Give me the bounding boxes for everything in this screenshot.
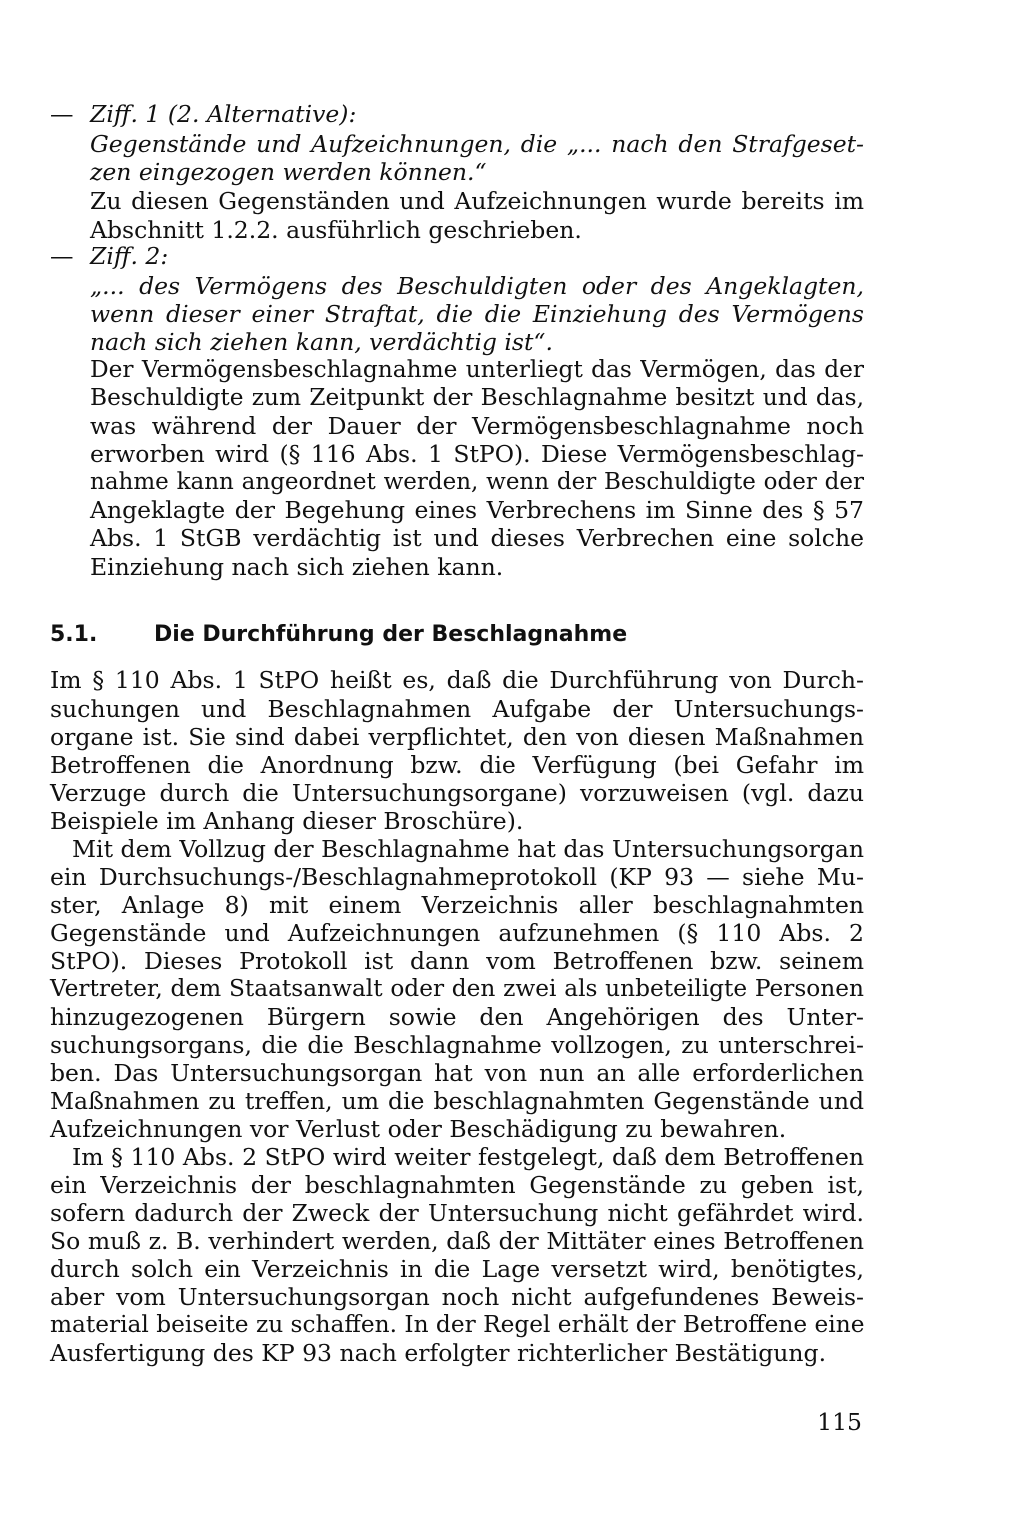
list-item-1-quote-line: zen eingezogen werden können.“	[90, 158, 487, 186]
paragraph-line: ein Durchsuchungs-/Beschlagnahmeprotokoll (KP 93 — siehe Mu-	[50, 863, 864, 891]
list-item-2-label: Ziff. 2:	[90, 242, 169, 270]
paragraph-line: Beispiele im Anhang dieser Broschüre).	[50, 807, 524, 835]
list-item-2-text-line: Der Vermögensbeschlagnahme unterliegt das Vermögen, das der	[90, 356, 864, 383]
paragraph-line: Vertreter, dem Staatsanwalt oder den zwei als unbeteiligte Personen	[50, 975, 864, 1002]
list-item-2-quote-line: nach sich ziehen kann, verdächtig ist“.	[90, 328, 553, 356]
section-title: Die Durchführung der Beschlagnahme	[154, 622, 628, 647]
list-item-2-text-line: Abs. 1 StGB verdächtig ist und dieses Verbrechen eine solche	[90, 524, 864, 552]
paragraph-line: sofern dadurch der Zweck der Untersuchung nicht gefährdet wird.	[50, 1199, 864, 1227]
list-item-2-quote-line: wenn dieser einer Straftat, die die Einziehung des Vermögens	[90, 300, 864, 328]
list-dash: —	[50, 100, 74, 128]
list-item-2-quote-line: „... des Vermögens des Beschuldigten oder des Angeklagten,	[90, 272, 864, 300]
paragraph-line: So muß z. B. verhindert werden, daß der Mittäter eines Betroffenen	[50, 1227, 864, 1255]
paragraph-line: Verzuge durch die Untersuchungsorgane) vorzuweisen (vgl. dazu	[50, 779, 864, 807]
list-item-2-text-line: erworben wird (§ 116 Abs. 1 StPO). Diese Vermögensbeschlag-	[90, 440, 864, 468]
paragraph-line: ben. Das Untersuchungsorgan hat von nun an alle erforderlichen	[50, 1059, 864, 1087]
paragraph-line: Maßnahmen zu treffen, um die beschlagnahmten Gegenstände und	[50, 1087, 864, 1115]
paragraph-line: material beiseite zu schaffen. In der Regel erhält der Betroffene eine	[50, 1311, 865, 1338]
paragraph-line: durch solch ein Verzeichnis in die Lage versetzt wird, benötigtes,	[50, 1255, 864, 1283]
paragraph-line: organe ist. Sie sind dabei verpflichtet, den von diesen Maßnahmen	[50, 723, 864, 751]
list-item-1-quote-line: Gegenstände und Aufzeichnungen, die „... nach den Strafgeset-	[90, 130, 864, 158]
list-item-2-text-line: nahme kann angeordnet werden, wenn der Beschuldigte oder der	[90, 469, 864, 495]
paragraph-line: Betroffenen die Anordnung bzw. die Verfügung (bei Gefahr im	[50, 751, 864, 779]
paragraph-line: suchungsorgans, die die Beschlagnahme vollzogen, zu unterschrei-	[50, 1031, 864, 1059]
paragraph-line: suchungen und Beschlagnahmen Aufgabe der Untersuchungs-	[50, 695, 864, 723]
paragraph-line: aber vom Untersuchungsorgan noch nicht aufgefundenes Beweis-	[50, 1283, 864, 1311]
paragraph-line: ster, Anlage 8) mit einem Verzeichnis aller beschlagnahmten	[50, 891, 864, 919]
page-number: 115	[817, 1408, 862, 1436]
list-item-1-text-line: Zu diesen Gegenständen und Aufzeichnungen wurde bereits im	[90, 187, 864, 215]
paragraph-line: Aufzeichnungen vor Verlust oder Beschädigung zu bewahren.	[50, 1115, 787, 1143]
list-item-2-text-line: Angeklagte der Begehung eines Verbrechens im Sinne des § 57	[90, 496, 864, 524]
paragraph-line: Im § 110 Abs. 1 StPO heißt es, daß die Durchführung von Durch-	[50, 666, 864, 694]
list-item-1-label: Ziff. 1 (2. Alternative):	[90, 100, 357, 128]
paragraph-line: StPO). Dieses Protokoll ist dann vom Betroffenen bzw. seinem	[50, 947, 864, 975]
paragraph-line: ein Verzeichnis der beschlagnahmten Gegenstände zu geben ist,	[50, 1171, 864, 1199]
paragraph-line: Gegenstände und Aufzeichnungen aufzunehmen (§ 110 Abs. 2	[50, 919, 864, 947]
list-item-2-text-line: Beschuldigte zum Zeitpunkt der Beschlagnahme besitzt und das,	[90, 384, 864, 411]
list-item-1-text-line: Abschnitt 1.2.2. ausführlich geschrieben.	[90, 216, 582, 244]
list-item-2-text-line: was während der Dauer der Vermögensbeschlagnahme noch	[90, 412, 864, 440]
paragraph-line: Ausfertigung des KP 93 nach erfolgter richterlicher Bestätigung.	[50, 1339, 827, 1367]
list-dash: —	[50, 242, 74, 270]
section-number: 5.1.	[50, 622, 98, 647]
paragraph-line: Mit dem Vollzug der Beschlagnahme hat das Untersuchungsorgan	[72, 835, 864, 863]
list-item-2-text-line: Einziehung nach sich ziehen kann.	[90, 553, 504, 581]
section-heading	[50, 620, 627, 650]
paragraph-line: Im § 110 Abs. 2 StPO wird weiter festgelegt, daß dem Betroffenen	[72, 1143, 864, 1171]
paragraph-line: hinzugezogenen Bürgern sowie den Angehörigen des Unter-	[50, 1003, 864, 1031]
